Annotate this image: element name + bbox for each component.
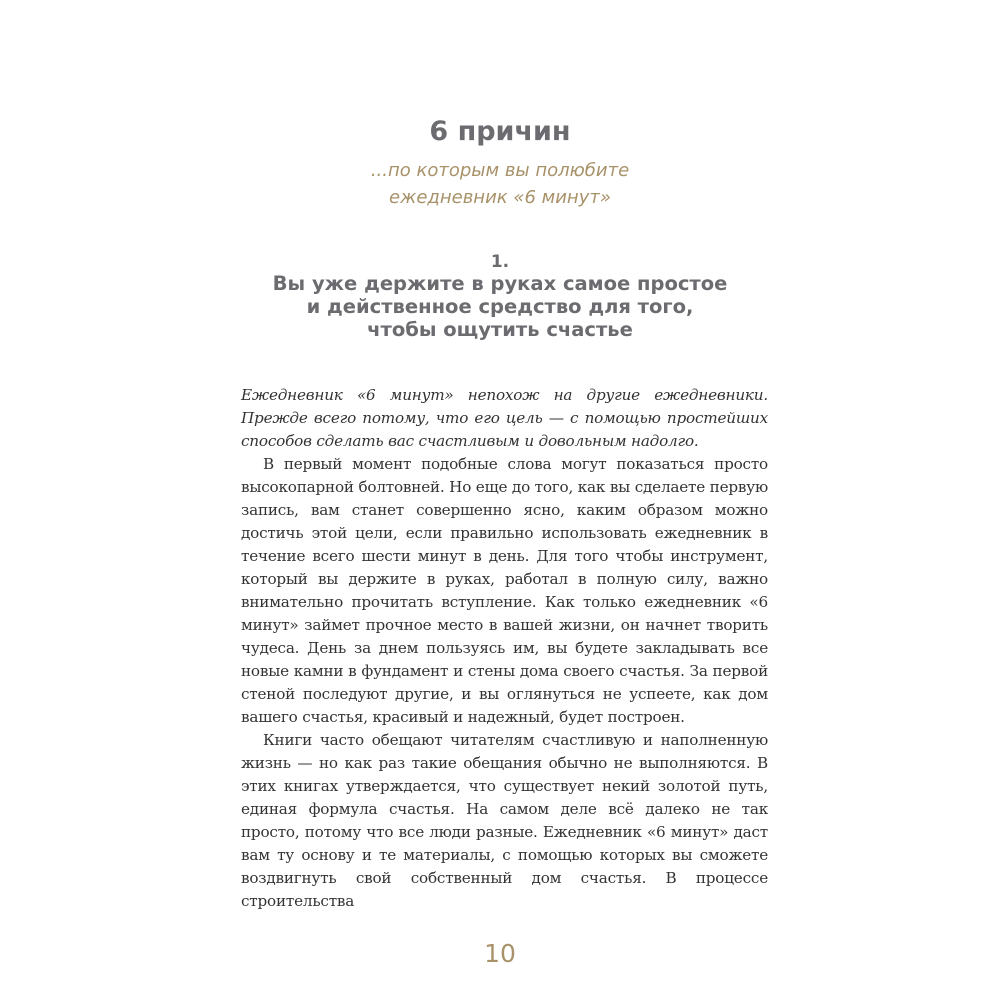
- subtitle-line-2: ежедневник «6 минут»: [389, 187, 611, 208]
- section-heading-line-2: и действенное средство для того,: [306, 295, 694, 318]
- subtitle-line-1: ...по которым вы полюбите: [370, 160, 630, 181]
- page-title: 6 причин: [429, 116, 571, 147]
- section-heading: [0, 272, 1000, 341]
- body-text: [241, 384, 768, 913]
- body-paragraph-1: В первый момент подобные слова могут показаться просто высокопарной болтовней. Но еще до того, как вы сделаете первую запись, вам станет совершенно ясно, каким образом можно достичь этой цели, если правильно использовать ежедневник в течение всего шести минут в день. Для того чтобы инструмент, который вы держите в руках, работал в полную силу, важно внимательно прочитать вступление. Как только ежедневник «6 минут» займет прочное место в вашей жизни, он начнет творить чудеса. День за днем пользуясь им, вы будете закладывать все новые камни в фундамент и стены дома своего счастья. За первой стеной последуют другие, и вы оглянуться не успеете, как дом вашего счастья, красивый и надежный, будет построен.: [241, 455, 768, 726]
- lead-paragraph: Ежедневник «6 минут» непохож на другие ежедневники. Прежде всего потому, что его цель — с помощью простейших способов сделать вас счастливым и довольным надолго.: [241, 386, 768, 450]
- page-number: 10: [484, 939, 516, 968]
- section-number: 1.: [490, 252, 510, 272]
- page-subtitle: [0, 157, 1000, 211]
- section-heading-line-1: Вы уже держите в руках самое простое: [272, 272, 728, 295]
- section-heading-line-3: чтобы ощутить счастье: [367, 318, 633, 341]
- body-paragraph-2: Книги часто обещают читателям счастливую и наполненную жизнь — но как раз такие обещания обычно не выполняются. В этих книгах утверждается, что существует некий золотой путь, единая формула счастья. На самом деле всё далеко не так просто, потому что все люди разные. Ежедневник «6 минут» даст вам ту основу и те материалы, с помощью которых вы сможете воздвигнуть свой собственный дом счастья. В процессе строительства: [241, 731, 768, 910]
